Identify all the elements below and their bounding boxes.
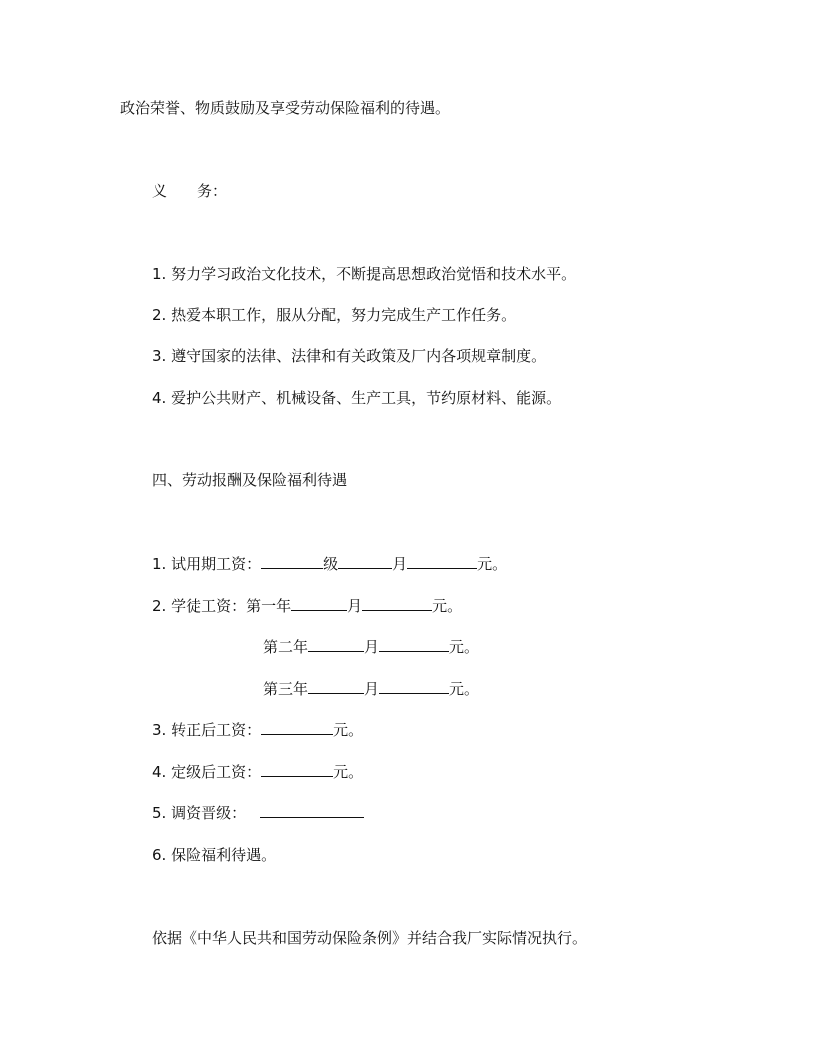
blank-field xyxy=(260,803,364,818)
duty-item-3: 3. 遵守国家的法律、法律和有关政策及厂内各项规章制度。 xyxy=(152,347,547,365)
unit-month: 月 xyxy=(347,597,363,615)
duties-heading-char2: 务： xyxy=(197,182,228,200)
wage-apprentice-line-3 xyxy=(263,679,479,699)
blank-field xyxy=(261,762,333,777)
blank-field xyxy=(308,637,364,652)
unit-yuan: 元。 xyxy=(432,597,463,615)
year-3-label: 第三年 xyxy=(263,680,309,698)
wage-adjust-label: 5. 调资晋级： xyxy=(152,804,247,822)
blank-field xyxy=(338,554,392,569)
duties-heading-char1: 义 xyxy=(152,182,168,200)
wage-apprentice-label: 2. 学徒工资： xyxy=(152,597,247,615)
unit-yuan: 元。 xyxy=(477,555,508,573)
unit-yuan: 元。 xyxy=(449,638,480,656)
blank-field xyxy=(362,596,432,611)
year-1-label: 第一年 xyxy=(246,597,292,615)
wage-adjust-line xyxy=(152,803,364,823)
wage-probation-label: 1. 试用期工资： xyxy=(152,555,262,573)
wage-regular-label: 3. 转正后工资： xyxy=(152,721,262,739)
wage-probation-line xyxy=(152,554,507,574)
blank-field xyxy=(261,554,323,569)
unit-yuan: 元。 xyxy=(449,680,480,698)
duties-heading xyxy=(152,181,227,201)
duty-item-4: 4. 爱护公共财产、机械设备、生产工具，节约原材料、能源。 xyxy=(152,389,562,407)
year-2-label: 第二年 xyxy=(263,638,309,656)
blank-field xyxy=(379,637,449,652)
duty-item-2: 2. 热爱本职工作，服从分配，努力完成生产工作任务。 xyxy=(152,306,517,324)
wage-apprentice-line-1 xyxy=(152,596,462,616)
blank-field xyxy=(308,679,364,694)
unit-month: 月 xyxy=(392,555,408,573)
blank-field xyxy=(407,554,477,569)
section4-heading: 四、劳动报酬及保险福利待遇 xyxy=(152,471,348,489)
unit-grade: 级 xyxy=(323,555,339,573)
wage-regular-line xyxy=(152,720,363,740)
duty-item-1: 1. 努力学习政治文化技术，不断提高思想政治觉悟和技术水平。 xyxy=(152,265,577,283)
intro-line: 政治荣誉、物质鼓励及享受劳动保险福利的待遇。 xyxy=(120,99,451,117)
unit-yuan: 元。 xyxy=(333,763,364,781)
wage-graded-label: 4. 定级后工资： xyxy=(152,763,262,781)
blank-field xyxy=(379,679,449,694)
wage-graded-line xyxy=(152,762,363,782)
unit-month: 月 xyxy=(364,638,380,656)
wage-insurance-line: 6. 保险福利待遇。 xyxy=(152,846,277,864)
unit-month: 月 xyxy=(364,680,380,698)
blank-field xyxy=(291,596,347,611)
wage-apprentice-line-2 xyxy=(263,637,479,657)
unit-yuan: 元。 xyxy=(333,721,364,739)
blank-field xyxy=(261,720,333,735)
closing-line: 依据《中华人民共和国劳动保险条例》并结合我厂实际情况执行。 xyxy=(152,929,588,947)
